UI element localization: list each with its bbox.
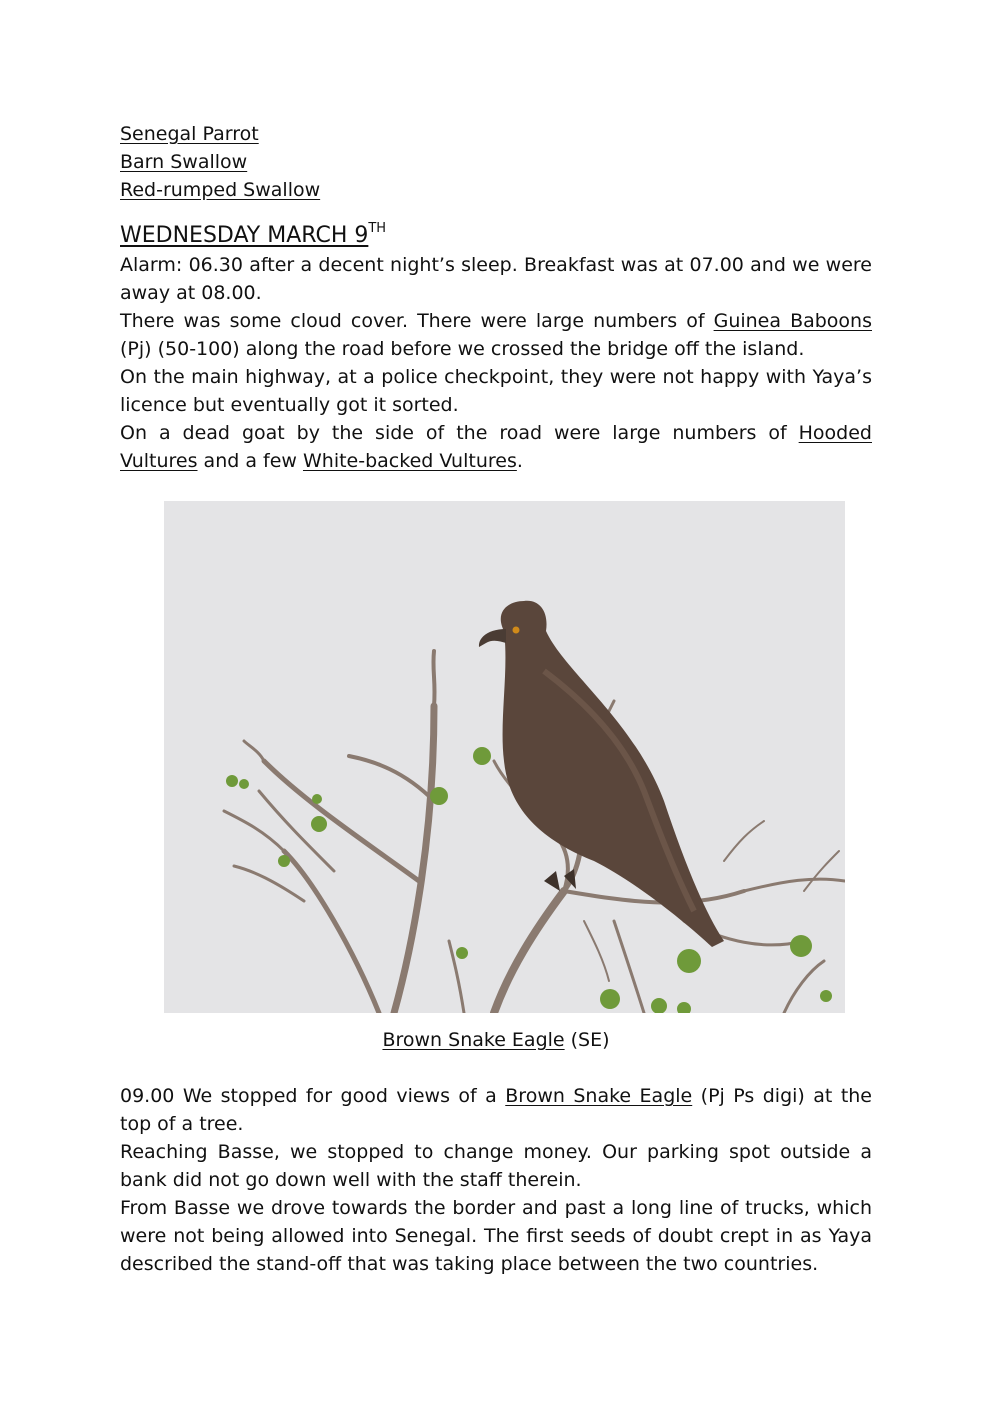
day-heading-suffix: TH [368, 221, 387, 236]
text: (Pj) (50-100) along the road before we crossed the bridge off the island. [120, 338, 805, 360]
text: On a dead goat by the side of the road were large numbers of [120, 422, 799, 444]
species-link[interactable]: Hooded Vultures [120, 422, 872, 472]
day-heading [120, 214, 872, 251]
species-link[interactable]: White-backed Vultures [302, 450, 517, 472]
paragraph-eagle [120, 1082, 872, 1138]
day-heading-text: WEDNESDAY MARCH 9 [120, 223, 369, 248]
paragraph-baboons [120, 307, 872, 363]
species-list-item [120, 120, 872, 148]
text: There was some cloud cover. There were large numbers of [120, 310, 714, 332]
text: and a few [197, 450, 303, 472]
species-list-item [120, 176, 872, 204]
paragraph-basse: Reaching Basse, we stopped to change money. Our parking spot outside a bank did not go down well with the staff therein. [120, 1141, 872, 1191]
caption-suffix: (SE) [564, 1029, 610, 1051]
photo-caption [0, 1026, 992, 1054]
page-body-continued [120, 1082, 872, 1278]
paragraph-border: From Basse we drove towards the border and past a long line of trucks, which were not being allowed into Senegal. The first seeds of doubt crept in as Yaya described the stand-off that was taking place between the two countries. [120, 1197, 872, 1275]
species-link[interactable]: Red-rumped Swallow [120, 179, 321, 201]
page-body [120, 120, 872, 475]
text: (Pj Ps digi) at the top of a tree. [120, 1085, 872, 1135]
text: 09.00 We stopped for good views of a [120, 1085, 506, 1107]
species-link[interactable]: Barn Swallow [120, 151, 248, 173]
paragraph-vultures [120, 419, 872, 475]
species-link[interactable]: Brown Snake Eagle [505, 1085, 693, 1107]
species-link[interactable]: Senegal Parrot [120, 123, 259, 145]
species-link[interactable]: Brown Snake Eagle [382, 1029, 565, 1051]
paragraph-checkpoint: On the main highway, at a police checkpoint, they were not happy with Yaya’s licence but eventually got it sorted. [120, 366, 872, 416]
paragraph-alarm: Alarm: 06.30 after a decent night’s sleep. Breakfast was at 07.00 and we were away at 08.00. [120, 254, 872, 304]
eagle-photo [164, 501, 845, 1013]
text: . [516, 450, 523, 472]
species-list-item [120, 148, 872, 176]
species-link[interactable]: Guinea Baboons [713, 310, 872, 332]
